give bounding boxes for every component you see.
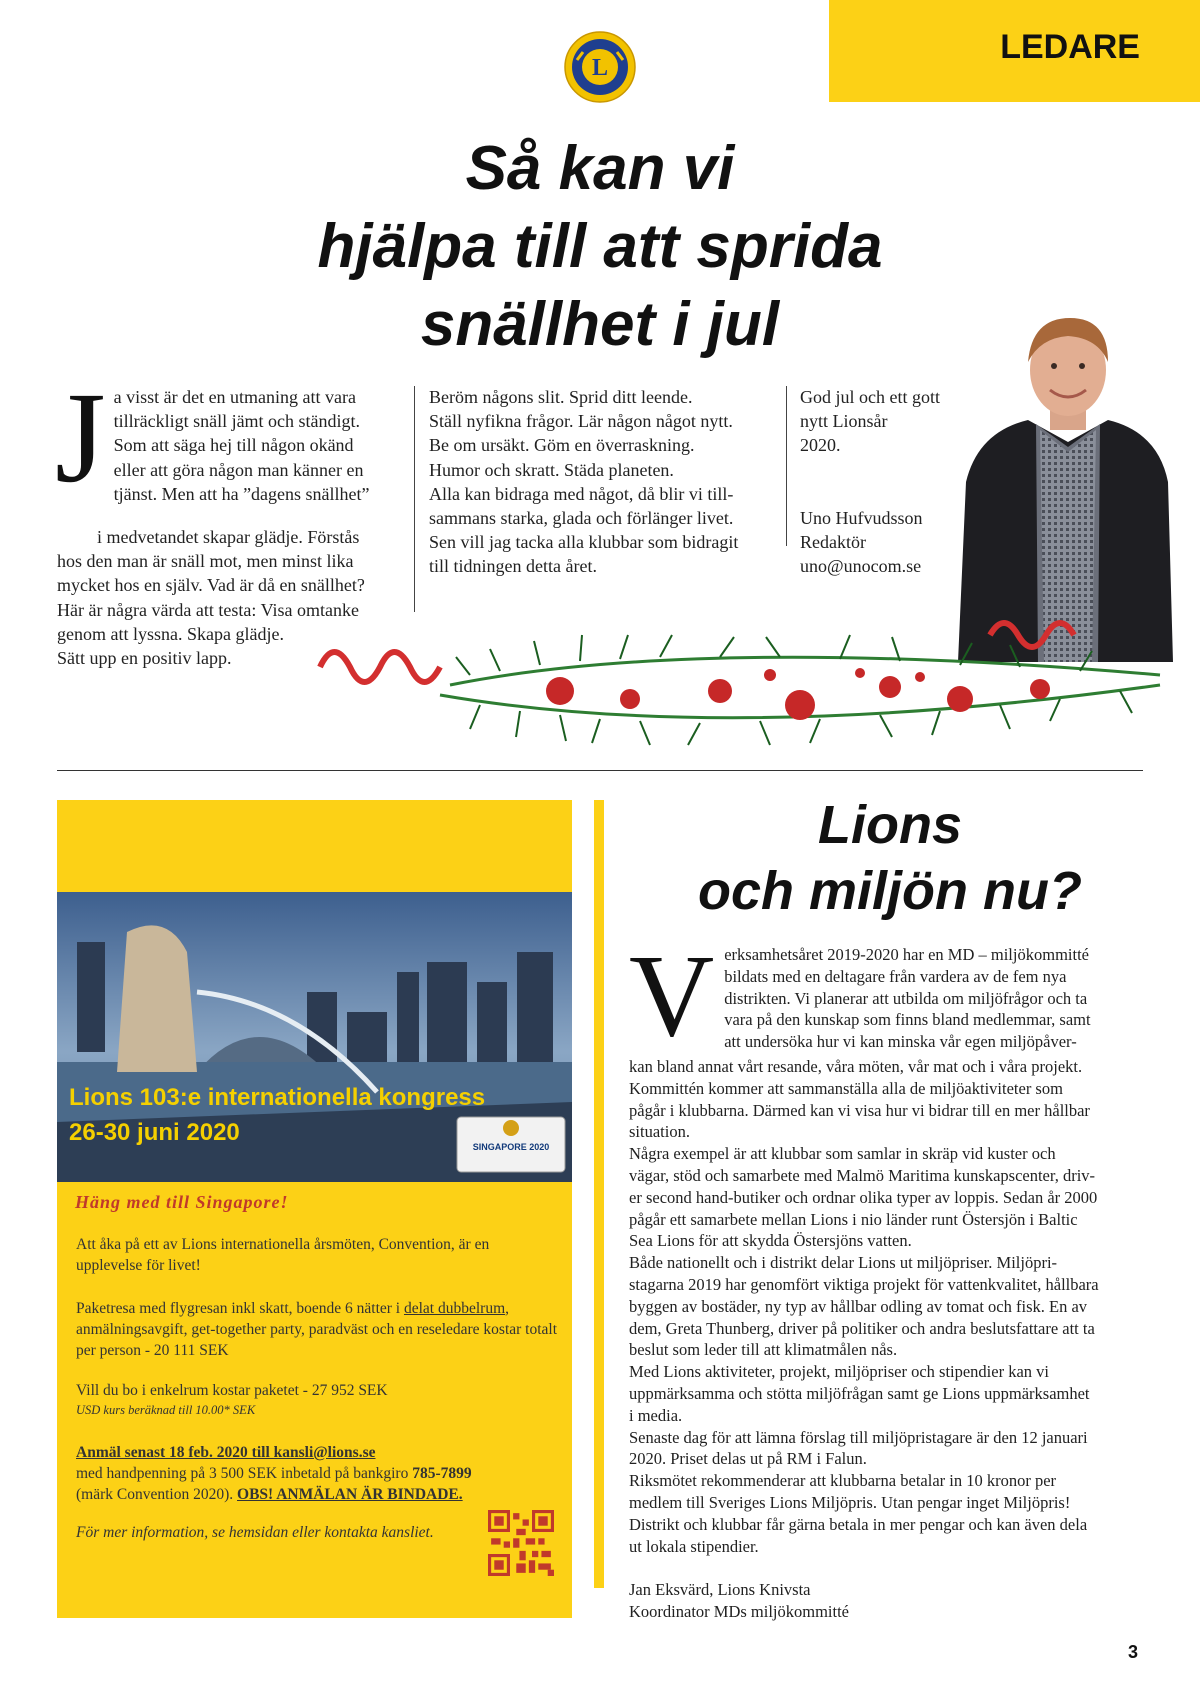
text-line: Här är några värda att testa: Visa omtanke (57, 599, 359, 620)
column-divider (414, 386, 415, 612)
text-line: att undersöka hur vi kan minska vår egen miljöpåver- (724, 1032, 1077, 1052)
text-line: er second hand-butiker och ordnar olika typer av loppis. Sedan år 2000 (629, 1187, 1098, 1207)
qr-code-icon (488, 1510, 554, 1576)
text-line: situation. (629, 1122, 690, 1142)
signature-name: Uno Hufvudsson (800, 507, 923, 528)
title-line: Lions (818, 795, 962, 855)
title-line: Så kan vi (465, 134, 735, 203)
ad-text: (märk Convention 2020). (76, 1486, 238, 1503)
text-line: vägar, stöd och samarbete med Malmö Maritima kunskapscenter, driv- (629, 1165, 1096, 1185)
title-line: hjälpa till att sprida (317, 212, 883, 281)
text-line: uppmärksamma och stötta miljöfrågan samt ge Lions uppmärksamhet (629, 1383, 1090, 1403)
text-line: bildats med en deltagare från vardera av de fem nya (724, 966, 1067, 986)
lions-logo-icon (563, 30, 637, 104)
text-line: Kommittén kommer att sammanställa alla de miljöaktiviteter som (629, 1078, 1063, 1098)
text-line: kan bland annat vårt resande, våra möten, vår mat och i våra projekt. (629, 1057, 1083, 1076)
text-line: ut lokala stipendier. (629, 1536, 759, 1556)
text-line: dem, Greta Thunberg, driver på politiker och andra beslutsfattare att ta (629, 1318, 1095, 1338)
text-line: Som att säga hej till någon okänd (113, 435, 354, 456)
article-title (620, 792, 1160, 924)
dropcap: J (55, 366, 106, 510)
ad-currency-note: USD kurs beräknad till 10.00* SEK (76, 1403, 256, 1417)
binding-notice: OBS! ANMÄLAN ÄR BINDADE. (237, 1486, 463, 1503)
text-line: mycket hos en själv. Vad är då en snällhet? (57, 575, 365, 596)
text-line: Sea Lions för att skydda Östersjöns vatten. (629, 1231, 912, 1251)
title-line: snällhet i jul (420, 290, 780, 359)
text-line: byggen av bostäder, ny typ av hållbar odling av tomat och fisk. En av (629, 1296, 1088, 1316)
dropcap: V (629, 930, 715, 1061)
text-line: Både nationellt och i distrikt delar Lions ut miljöpriser. Miljöpri- (629, 1253, 1058, 1273)
text-line: Ställ nyfikna frågor. Lär någon något nytt. (429, 411, 733, 432)
editorial-column-2 (429, 385, 774, 579)
ad-registration (76, 1442, 546, 1505)
ad-info: För mer information, se hemsidan eller kontakta kansliet. (76, 1524, 434, 1541)
text-line: Be om ursäkt. Göm en överraskning. (429, 435, 695, 456)
editorial-title (230, 130, 970, 364)
convention-badge-text: SINGAPORE 2020 (472, 1142, 550, 1152)
article-accent-bar (594, 800, 604, 1588)
section-tab (829, 0, 1200, 102)
column-divider (786, 386, 787, 546)
text-line: stagarna 2019 har genomfört viktiga projekt för vattenkvalitet, hållbara (629, 1274, 1099, 1294)
text-line: 2020. (800, 435, 841, 456)
signature-role: Redaktör (800, 531, 866, 552)
text-line: Sen vill jag tacka alla klubbar som bidragit (429, 532, 739, 553)
svg-text:L: L (591, 55, 609, 81)
text-line: Humor och skratt. Städa planeten. (429, 459, 674, 480)
singapore-skyline-photo (57, 892, 572, 1182)
text-line: medlem till Sveriges Lions Miljöpris. Utan pengar inget Miljöpris! (629, 1492, 1071, 1512)
text-line: tillräckligt snäll jämt och ständigt. (113, 411, 361, 432)
article-signature-name: Jan Eksvärd, Lions Knivsta (629, 1580, 811, 1600)
text-line: Några exempel är att klubbar som samlar in skräp vid kuster och (629, 1144, 1056, 1164)
ad-text: med handpenning på 3 500 SEK inbetald på bankgiro (76, 1465, 413, 1482)
text-line: i media. (629, 1405, 683, 1425)
text-line: Sätt upp en positiv lapp. (57, 648, 232, 669)
text-line: vara på den kunskap som finns bland medlemmar, samt (724, 1010, 1091, 1030)
signature-email: uno@unocom.se (800, 556, 922, 577)
text-line: tjänst. Men att ha ”dagens snällhet” (113, 483, 370, 504)
section-divider (57, 770, 1143, 771)
ad-headline-2: 26-30 juni 2020 (69, 1119, 240, 1146)
text-line: Senaste dag för att lämna förslag till miljöpristagare är den 12 januari (629, 1427, 1088, 1447)
ad-paragraph: Vill du bo i enkelrum kostar paketet - 27 952 SEK (76, 1382, 388, 1399)
ad-headline-1: Lions 103:e internationella kongress (69, 1084, 486, 1111)
ad-tagline: Häng med till Singapore! (75, 1192, 289, 1212)
editorial-column-3 (800, 385, 970, 578)
ad-paragraph: Att åka på ett av Lions internationella årsmöten, Convention, är en upplevelse för livet! (76, 1236, 490, 1274)
text-line: till tidningen detta året. (429, 556, 597, 577)
text-line: hos den man är snäll mot, men minst lika (57, 551, 354, 572)
registration-deadline: Anmäl senast 18 feb. 2020 till kansli@lions.se (76, 1444, 376, 1461)
ad-text: Paketresa med flygresan inkl skatt, boende 6 nätter i (76, 1300, 404, 1317)
text-line: eller att göra någon man känner en (113, 459, 364, 480)
text-line: a visst är det en utmaning att vara (113, 387, 357, 407)
text-line: distrikten. Vi planerar att utbilda om miljöfrågor och ta (724, 988, 1088, 1008)
title-line: och miljön nu? (698, 861, 1082, 921)
text-line: Beröm någons slit. Sprid ditt leende. (429, 387, 693, 407)
text-line: Riksmötet rekommenderar att klubbarna betalar in 10 kronor per (629, 1471, 1057, 1491)
text-line: pågår i klubbarna. Därmed kan vi visa hur vi bidrar till en mer hållbar (629, 1100, 1090, 1120)
text-line: sammans starka, glada och förlänger livet. (429, 508, 734, 529)
bankgiro-number: 785-7899 (412, 1465, 472, 1482)
section-label: LEDARE (1000, 28, 1140, 66)
text-line: erksamhetsåret 2019-2020 har en MD – miljökommitté (724, 945, 1089, 964)
text-line: Distrikt och klubbar får gärna betala in mer pengar och kan även dela (629, 1514, 1088, 1534)
shared-room-link: delat dubbelrum (403, 1300, 506, 1317)
text-line: pågår ett samarbete mellan Lions i nio länder runt Östersjön i Baltic (629, 1209, 1078, 1229)
christmas-garland-icon (300, 595, 1170, 770)
ad-paragraph (76, 1298, 566, 1361)
text-line: genom att lyssna. Skapa glädje. (57, 623, 284, 644)
text-line: Alla kan bidraga med något, då blir vi till- (429, 483, 734, 504)
text-line: i medvetandet skapar glädje. Förstås (97, 527, 360, 547)
text-line: 2020. Priset delas ut på RM i Falun. (629, 1449, 867, 1469)
page-number: 3 (1128, 1642, 1139, 1662)
article-signature-role: Koordinator MDs miljökommitté (629, 1601, 849, 1621)
text-line: nytt Lionsår (800, 411, 888, 432)
text-line: Med Lions aktiviteter, projekt, miljöpriser och stipendier kan vi (629, 1362, 1049, 1382)
text-line: God jul och ett gott (800, 387, 940, 407)
text-line: beslut som leder till att klimatmålen nås. (629, 1340, 898, 1360)
ad-text: , anmälningsavgift, get-together party, paradväst och en reseledare kostar totalt per person - 20 111 SEK (76, 1300, 558, 1359)
article-body (629, 930, 1144, 1623)
